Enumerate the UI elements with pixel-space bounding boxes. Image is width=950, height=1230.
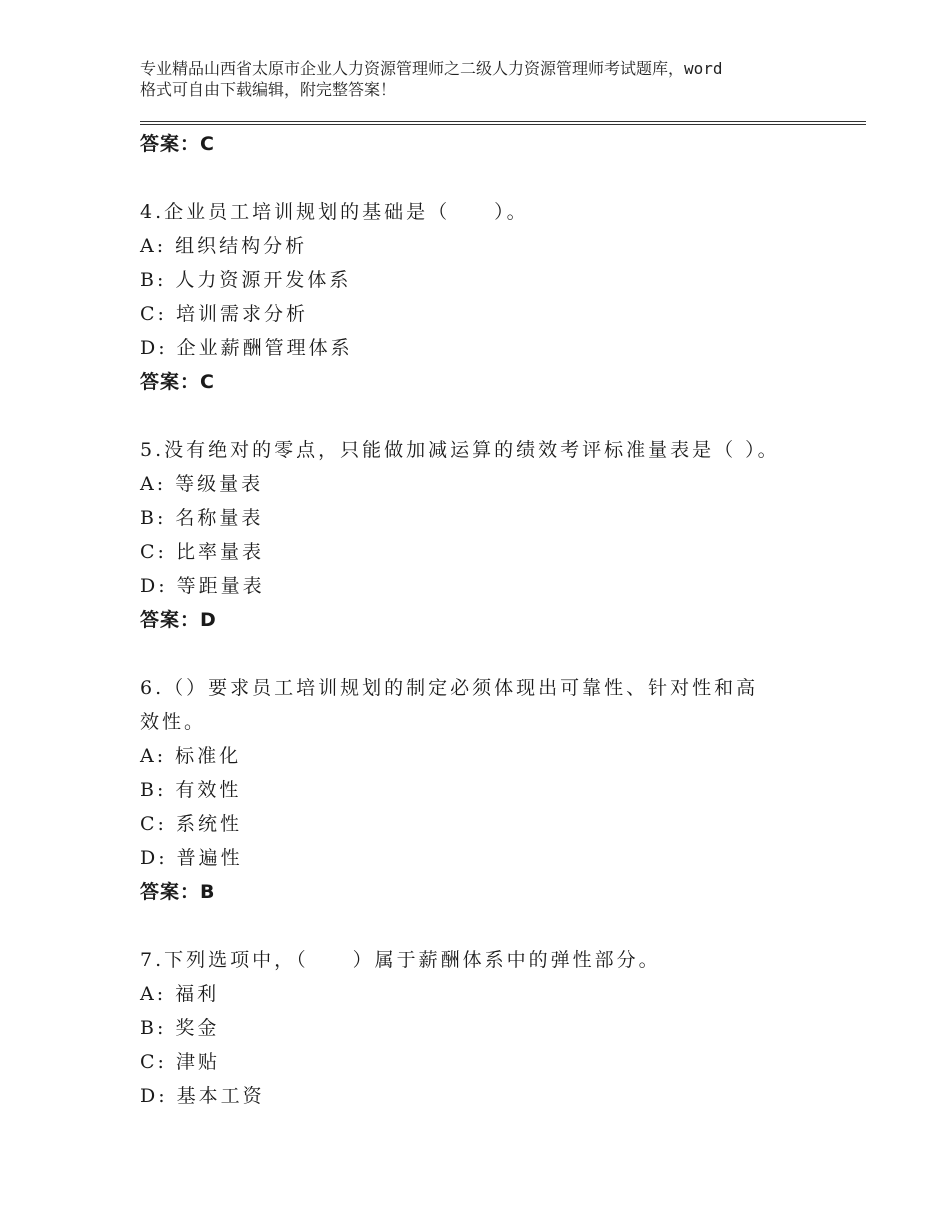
option-a: A: 标准化 <box>140 745 242 767</box>
option-d: D: 基本工资 <box>140 1085 265 1107</box>
question-5 <box>140 433 840 637</box>
option-b: B: 奖金 <box>140 1017 220 1039</box>
question-6 <box>140 671 840 909</box>
answer: 答案：D <box>140 609 217 631</box>
option-c: C: 培训需求分析 <box>140 303 308 325</box>
answer: 答案：C <box>140 371 215 393</box>
question-stem: 4.企业员工培训规划的基础是（ ）。 <box>140 201 529 223</box>
question-4 <box>140 195 840 399</box>
option-b: B: 人力资源开发体系 <box>140 269 352 291</box>
option-c: C: 津贴 <box>140 1051 220 1073</box>
option-d: D: 普遍性 <box>140 847 243 869</box>
header-rule <box>140 121 866 125</box>
option-c: C: 比率量表 <box>140 541 264 563</box>
question-stem: 7.下列选项中，（ ）属于薪酬体系中的弹性部分。 <box>140 949 661 971</box>
option-a: A: 组织结构分析 <box>140 235 308 257</box>
question-7 <box>140 943 840 1113</box>
page-header: 专业精品山西省太原市企业人力资源管理师之二级人力资源管理师考试题库，word 格式可自由下载编辑，附完整答案！ <box>140 59 723 99</box>
option-c: C: 系统性 <box>140 813 242 835</box>
option-d: D: 企业薪酬管理体系 <box>140 337 353 359</box>
document-body <box>140 127 840 1113</box>
question-stem: 6.（）要求员工培训规划的制定必须体现出可靠性、针对性和高效性。 <box>140 677 759 733</box>
option-d: D: 等距量表 <box>140 575 265 597</box>
option-b: B: 名称量表 <box>140 507 264 529</box>
answer-q3: 答案：C <box>140 133 215 155</box>
option-a: A: 福利 <box>140 983 220 1005</box>
option-a: A: 等级量表 <box>140 473 264 495</box>
question-stem: 5.没有绝对的零点，只能做加减运算的绩效考评标准量表是（ ）。 <box>140 439 780 461</box>
option-b: B: 有效性 <box>140 779 242 801</box>
answer: 答案：B <box>140 881 216 903</box>
